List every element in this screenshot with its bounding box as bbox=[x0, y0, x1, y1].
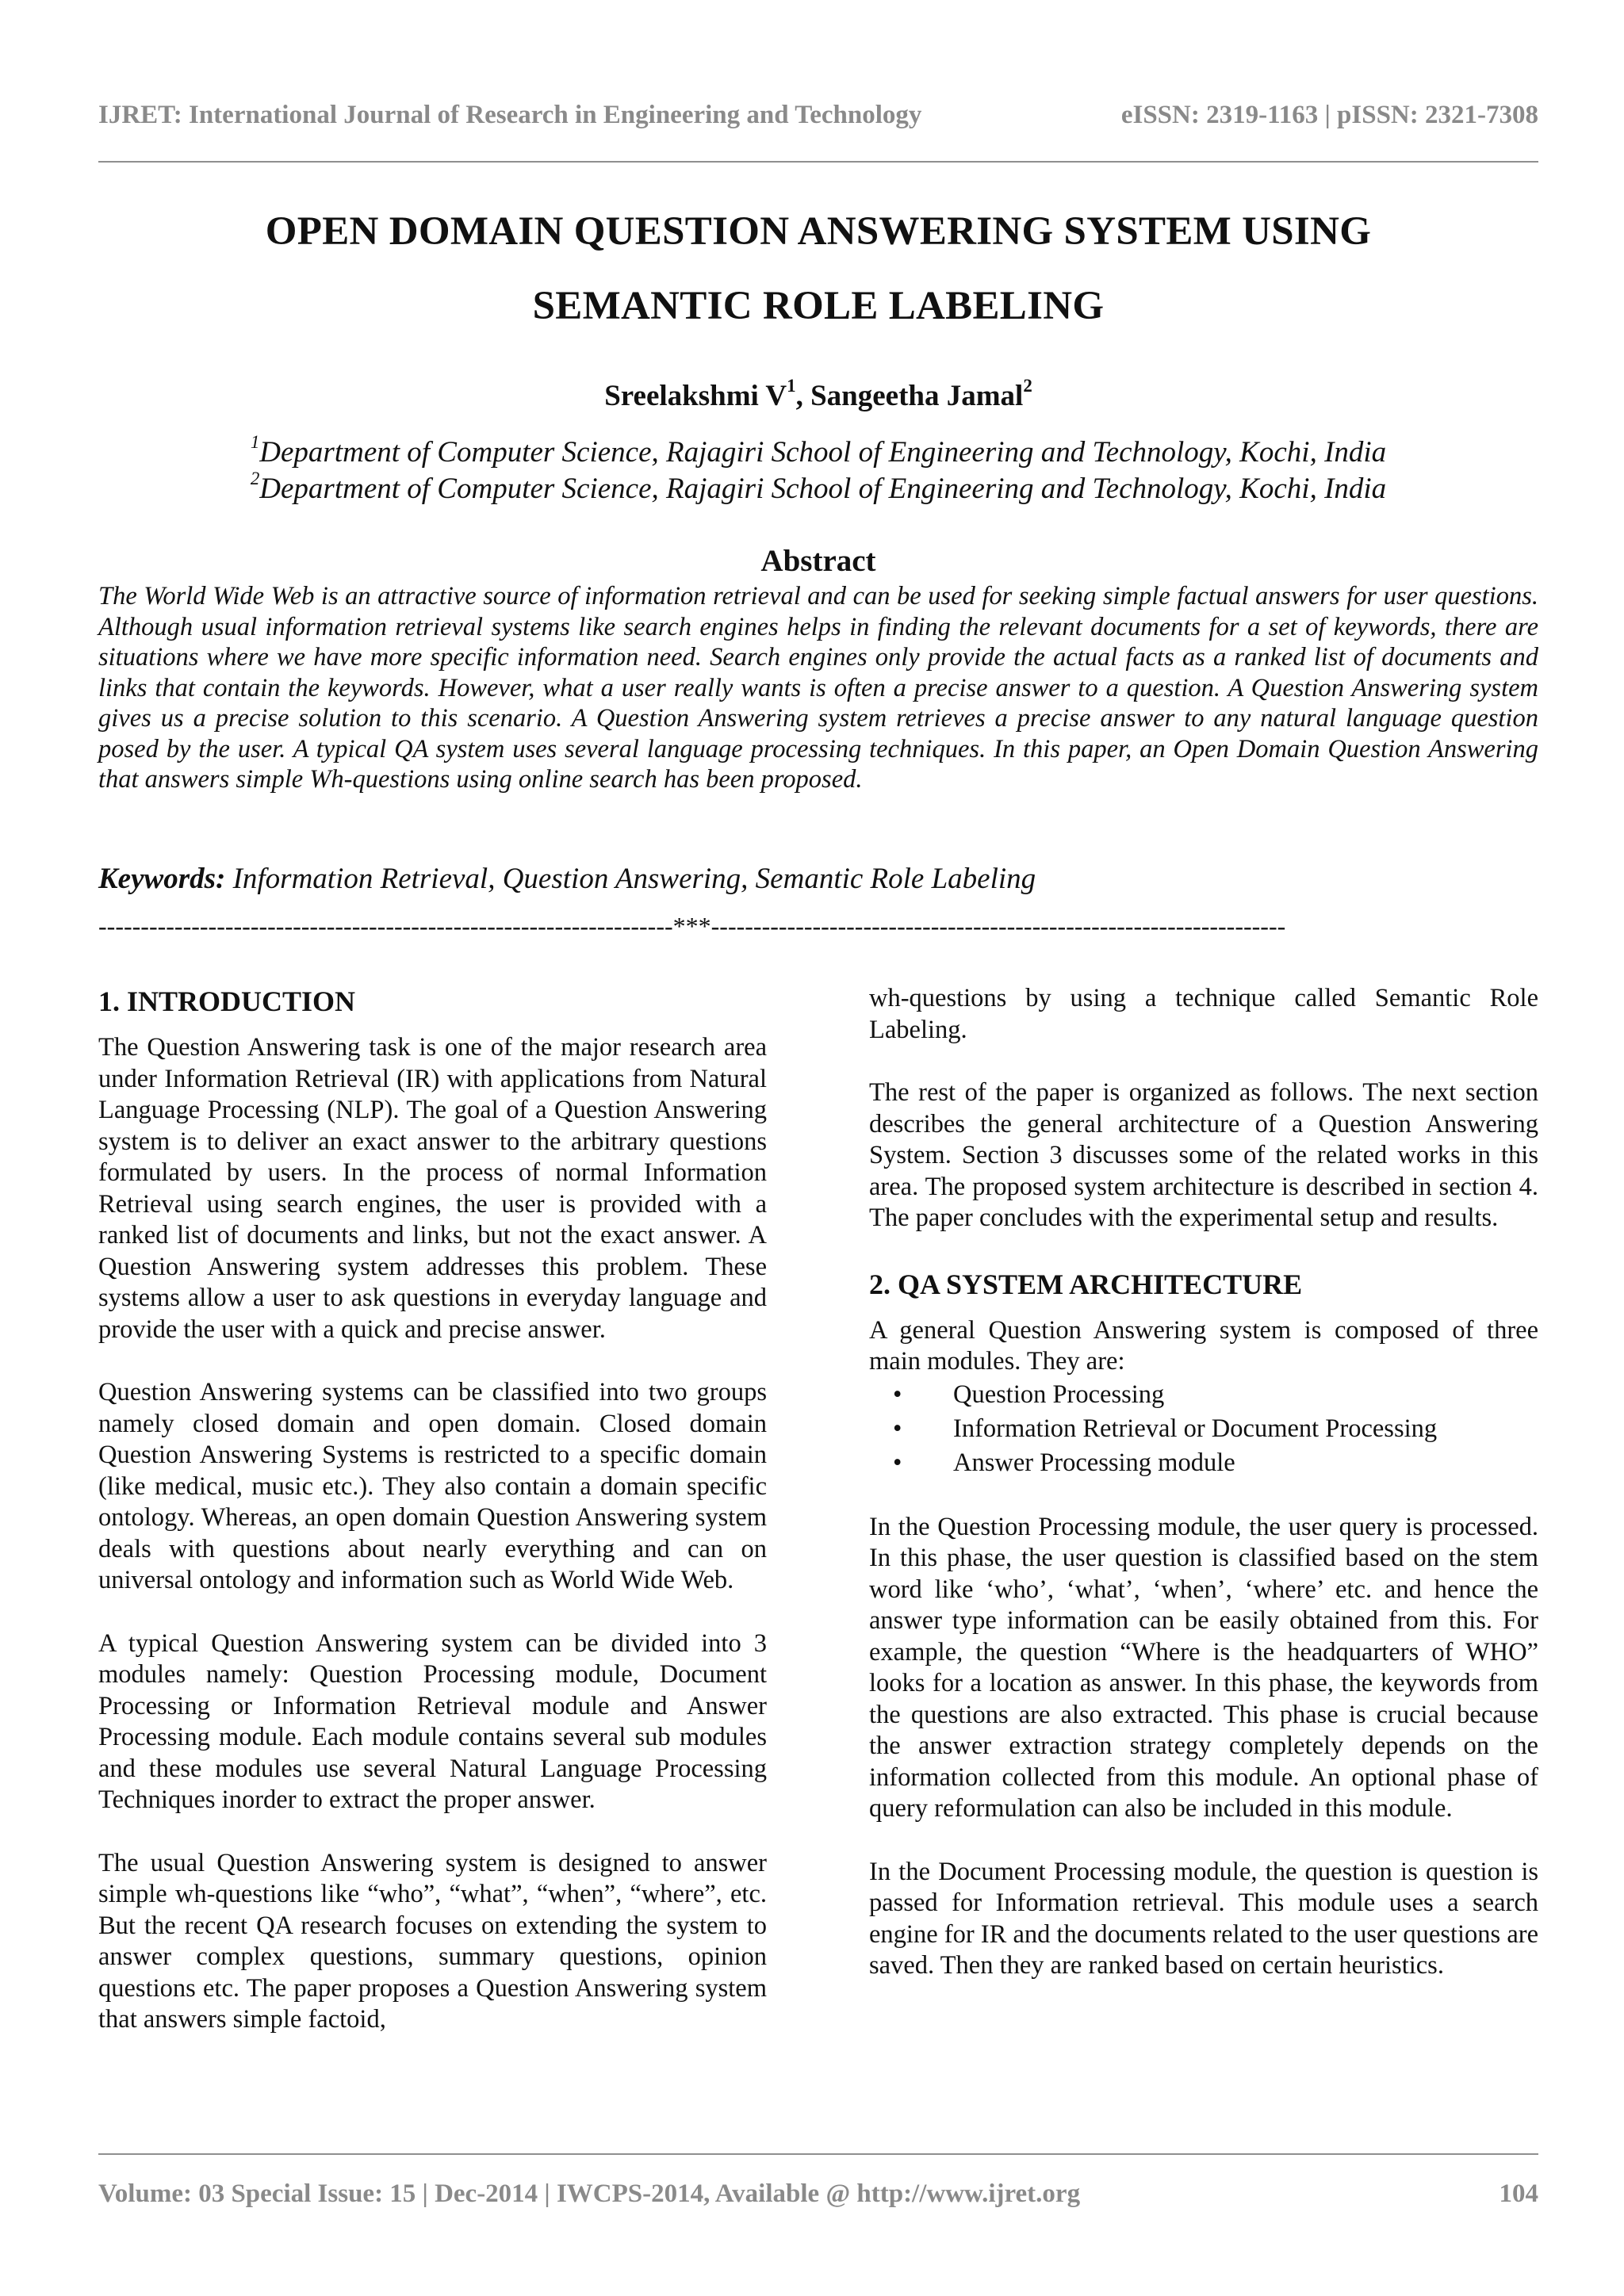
abstract-text: The World Wide Web is an attractive source of information retrieval and can be used for seeking simple factual answers for user questions. Although usual information retrieval systems like search engines helps in finding the relevant documents for a set of keywords, there are situations where we have more specific information need. Search engines only provide the actual facts as a ranked list of documents and links that contain the keywords. However, what a user really wants is often a precise answer to a question. A Question Answering system gives us a precise solution to this scenario. A Question Answering system retrieves a precise answer to any natural language question posed by the user. A typical QA system uses several language processing techniques. In this paper, an Open Domain Question Answering that answers simple Wh-questions using online search has been proposed. bbox=[98, 582, 1538, 794]
abstract-heading: Abstract bbox=[760, 544, 876, 578]
organization-paragraph: The rest of the paper is organized as follows. The next section describes the general architecture of a Question Answering System. Section 3 discusses some of the related works in this area. The proposed system architecture is described in section 4. The paper concludes with the experimental setup and results. bbox=[869, 1078, 1538, 1232]
author-1-affil: 1 bbox=[787, 375, 796, 396]
list-item-text: Information Retrieval or Document Processing bbox=[953, 1414, 1438, 1443]
module-list bbox=[869, 1378, 1538, 1480]
question-processing-paragraph: In the Question Processing module, the user query is processed. In this phase, the user question is classified based on the stem word like ‘who’, ‘what’, ‘when’, ‘where’ etc. and hence the answer type information can be easily obtained from this. For example, the question “Where is the headquarters of WHO” looks for a location as answer. In this phase, the keywords from the questions are also extracted. This phase is crucial because the answer extraction strategy completely depends on the information collected from this module. An optional phase of query reformulation can also be included in this module. bbox=[869, 1512, 1538, 1823]
right-column bbox=[869, 983, 1538, 2014]
list-item bbox=[869, 1446, 1538, 1480]
running-footer bbox=[98, 2174, 1538, 2214]
document-processing-paragraph: In the Document Processing module, the question is question is passed for Information retrieval. This module uses a search engine for IR and the documents related to the user questions are saved. Then they are ranked based on certain heuristics. bbox=[869, 1857, 1538, 1980]
list-item-text: Answer Processing module bbox=[953, 1448, 1235, 1477]
introduction-heading: 1. INTRODUCTION bbox=[98, 985, 356, 1017]
author-1: Sreelakshmi V bbox=[604, 380, 787, 412]
architecture-intro: A general Question Answering system is composed of three main modules. They are: bbox=[869, 1315, 1538, 1376]
affiliation-2-text: Department of Computer Science, Rajagiri School of Engineering and Technology, Kochi, India bbox=[259, 473, 1387, 505]
title-line-2: SEMANTIC ROLE LABELING bbox=[532, 284, 1105, 328]
bullet-icon: • bbox=[893, 1380, 902, 1409]
keywords-label: Keywords: bbox=[98, 863, 226, 895]
author-separator: , bbox=[795, 380, 811, 412]
bullet-icon: • bbox=[893, 1414, 902, 1443]
section-separator: --------------------------------------------------------------------***-------------------------------------------------------------------- bbox=[98, 912, 1286, 940]
affiliation-2-marker: 2 bbox=[250, 468, 260, 488]
intro-paragraph-1: The Question Answering task is one of the major research area under Information Retrieval (IR) with applications from Natural Language Processing (NLP). The goal of a Question Answering system is to deliver an exact answer to the arbitrary questions formulated by users. In the process of normal Information Retrieval using search engines, the user is provided with a ranked list of documents and links, but not the exact answer. A Question Answering system addresses this problem. These systems allow a user to ask questions in everyday language and provide the user with a quick and precise answer. bbox=[98, 1033, 767, 1344]
list-item bbox=[869, 1412, 1538, 1446]
running-header bbox=[98, 95, 1538, 135]
architecture-heading: 2. QA SYSTEM ARCHITECTURE bbox=[869, 1268, 1303, 1300]
affiliations bbox=[98, 431, 1538, 507]
header-rule bbox=[98, 161, 1538, 163]
journal-name: IJRET: International Journal of Research in Engineering and Technology bbox=[98, 100, 922, 129]
author-2-affil: 2 bbox=[1023, 375, 1032, 396]
affiliation-1-text: Department of Computer Science, Rajagiri School of Engineering and Technology, Kochi, India bbox=[259, 436, 1387, 469]
footer-rule bbox=[98, 2153, 1538, 2155]
volume-info: Volume: 03 Special Issue: 15 | Dec-2014 | IWCPS-2014, Available @ http://www.ijret.org bbox=[98, 2179, 1081, 2208]
affiliation-2 bbox=[98, 468, 1538, 507]
author-2: Sangeetha Jamal bbox=[810, 380, 1024, 412]
affiliation-1-marker: 1 bbox=[250, 431, 260, 452]
intro-paragraph-3: A typical Question Answering system can be divided into 3 modules namely: Question Processing module, Document Processing or Information Retrieval module and Answer Processing module. Each module contains several sub modules and these modules use several Natural Language Processing Techniques inorder to extract the proper answer. bbox=[98, 1628, 767, 1814]
issn: eISSN: 2319-1163 | pISSN: 2321-7308 bbox=[1120, 100, 1538, 129]
affiliation-1 bbox=[98, 431, 1538, 471]
keywords-text: Information Retrieval, Question Answering, Semantic Role Labeling bbox=[225, 863, 1036, 895]
authors bbox=[98, 373, 1538, 420]
keywords bbox=[98, 860, 1538, 898]
left-column bbox=[98, 983, 767, 2068]
list-item bbox=[869, 1378, 1538, 1412]
intro-continuation: wh-questions by using a technique called Semantic Role Labeling. bbox=[869, 984, 1538, 1044]
list-item-text: Question Processing bbox=[953, 1380, 1165, 1409]
bullet-icon: • bbox=[893, 1448, 902, 1477]
intro-paragraph-2: Question Answering systems can be classified into two groups namely closed domain and open domain. Closed domain Question Answering Systems is restricted to a specific domain (like medical, music etc.). They also contain a domain specific ontology. Whereas, an open domain Question Answering system deals with questions about nearly everything and can on universal ontology and information such as World Wide Web. bbox=[98, 1378, 767, 1594]
title-line-1: OPEN DOMAIN QUESTION ANSWERING SYSTEM USING bbox=[265, 209, 1372, 254]
intro-paragraph-4: The usual Question Answering system is designed to answer simple wh-questions like “who”, “what”, “when”, “where”, etc. But the recent QA research focuses on extending the system to answer complex questions, summary questions, opinion questions etc. The paper proposes a Question Answering system that answers simple factoid, bbox=[98, 1848, 767, 2034]
page-number: 104 bbox=[1499, 2179, 1538, 2208]
paper-title bbox=[98, 194, 1538, 343]
